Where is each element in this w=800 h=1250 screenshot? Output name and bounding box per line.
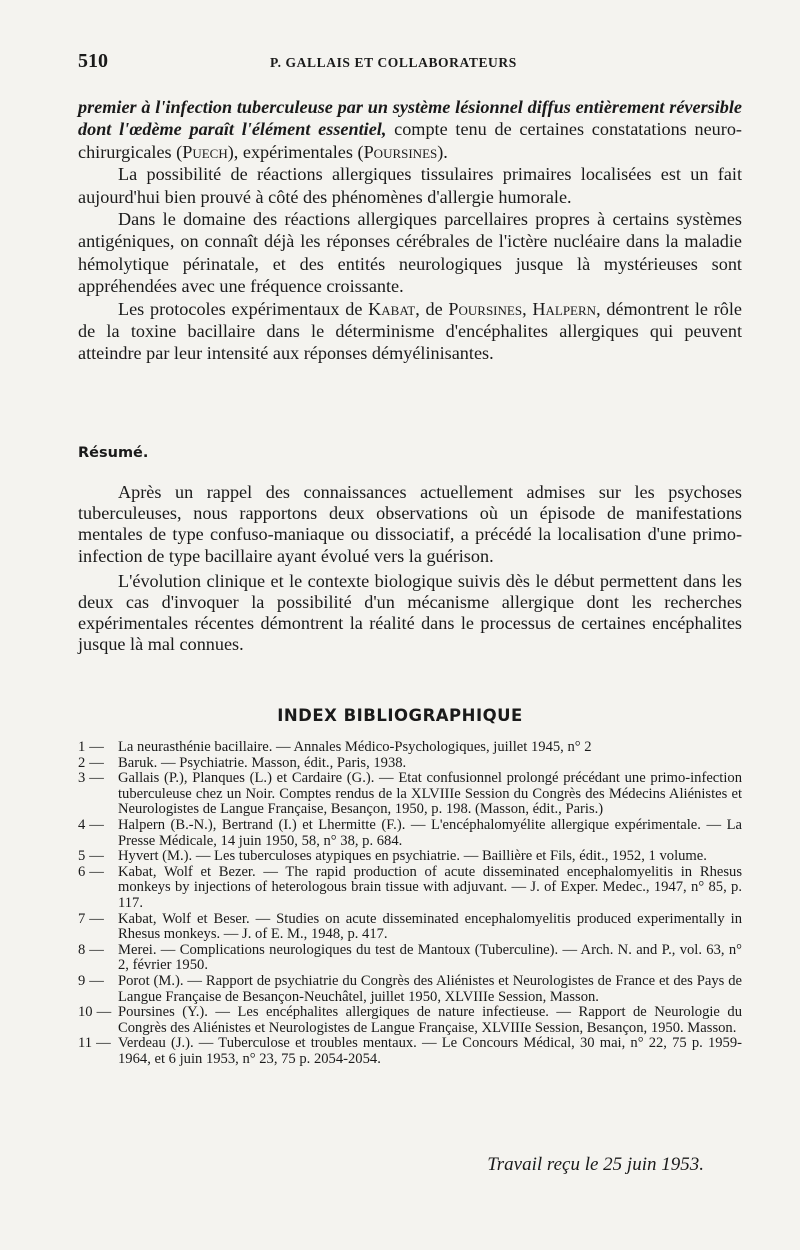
resume-heading: Résumé. — [78, 445, 149, 461]
reference-text: Gallais (P.), Planques (L.) et Cardaire (G.). — Etat confusionnel prolongé précédant une primo-infection tuberculeuse chez un Noir. Comptes rendus de la XLVIIIe Session du Congrès des Médecins Aliénistes et Neurologistes de Langue Française, Besançon, 1950, p. 198. (Masson, édit., Paris.) — [118, 770, 742, 818]
reference-item: 11 — Verdeau (J.). — Tuberculose et troubles mentaux. — Le Concours Médical, 30 mai, n° 22, 75 p. 1959-1964, et 6 juin 1953, n° 23, 75 p. 2054-2054. — [78, 1035, 742, 1067]
reference-number: 6 — [78, 863, 86, 880]
running-head: P. GALLAIS ET COLLABORATEURS — [270, 55, 517, 70]
reference-item: 2 — Baruk. — Psychiatrie. Masson, édit., Paris, 1938. — [78, 756, 742, 772]
reference-number: 4 — [78, 816, 86, 833]
reference-number: 1 — [78, 739, 86, 755]
reference-text: Baruk. — Psychiatrie. Masson, édit., Paris, 1938. — [118, 754, 407, 771]
resume-paragraph-1: Après un rappel des connaissances actuellement admises sur les psychoses tuberculeuses, nous rapportons deux observations où un épisode de manifestations mentales de type confuso-maniaque ou dissociatif, a précédé la localisation d'une primo-infection de type bacillaire ayant évolué vers la guérison. — [78, 482, 742, 566]
bibliography-heading: INDEX BIBLIOGRAPHIQUE — [277, 706, 523, 725]
reference-text: Halpern (B.-N.), Bertrand (I.) et Lhermitte (F.). — L'encéphalomyélite allergique expérimentale. — La Presse Médicale, 14 juin 1950, 58, n° 38, p. 684. — [118, 816, 742, 849]
paragraph-4-d: , démontrent le rôle de la toxine bacillaire dans le déterminisme d'encéphalites allergiques qui peuvent atteindre par leur intensité aux réponses démyélinisantes. — [78, 298, 743, 364]
reference-text: Poursines (Y.). — Les encéphalites allergiques de nature infectieuse. — Rapport de Neurologie du Congrès des Aliénistes et Neurologistes de Langue Française, XLVIIIe Session, Besançon, 1950. Masson. — [118, 1004, 742, 1036]
author-halpern: Halpern — [532, 298, 597, 319]
paragraph-1-italic: premier à l'infection tuberculeuse par un système lésionnel diffus entièrement réversible dont l'œdème paraît l'élément essentiel, — [78, 97, 742, 140]
page-header — [78, 50, 738, 74]
paragraph-4-b: , de — [415, 298, 449, 319]
paragraph-1-mid: ), expérimentales ( — [227, 141, 364, 162]
paragraph-4 — [78, 298, 742, 365]
reference-item: 8 — Merei. — Complications neurologiques du test de Mantoux (Tuberculine). — Arch. N. and P., vol. 63, n° 2, février 1950. — [78, 941, 742, 974]
reference-text: Porot (M.). — Rapport de psychiatrie du Congrès des Aliénistes et Neurologistes de France et des Pays de Langue Française de Besançon-Neuchâtel, juillet 1950, XLVIIIe Session, Masson. — [118, 972, 742, 1005]
reference-item: 10 — Poursines (Y.). — Les encéphalites allergiques de nature infectieuse. — Rapport de Neurologie du Congrès des Aliénistes et Neurologistes de Langue Française, XLVIIIe Session, Besançon, 1950. Masson. — [78, 1004, 742, 1036]
reference-number: 3 — [78, 770, 86, 787]
reference-item: 9 — Porot (M.). — Rapport de psychiatrie du Congrès des Aliénistes et Neurologistes de France et des Pays de Langue Française de Besançon-Neuchâtel, juillet 1950, XLVIIIe Session, Masson. — [78, 972, 742, 1005]
reference-text: Kabat, Wolf et Beser. — Studies on acute disseminated encephalomyelitis produced experimentally in Rhesus monkeys. — J. of E. M., 1948, p. 417. — [118, 910, 742, 943]
reference-item: 6 — Kabat, Wolf et Bezer. — The rapid production of acute disseminated encephalomyelitis in Rhesus monkeys by injections of heterologous brain tissue with adjuvant. — J. of Exper. Medec., 1947, n° 85, p. 117. — [78, 863, 742, 911]
reference-item: 1 — La neurasthénie bacillaire. — Annales Médico-Psychologiques, juillet 1945, n° 2 — [78, 740, 742, 756]
reference-text: Verdeau (J.). — Tuberculose et troubles mentaux. — Le Concours Médical, 30 mai, n° 22, 75 p. 1959-1964, et 6 juin 1953, n° 23, 75 p. 2054-2054. — [118, 1035, 742, 1067]
reference-number: 7 — [78, 910, 86, 927]
reference-text: La neurasthénie bacillaire. — Annales Médico-Psychologiques, juillet 1945, n° 2 — [118, 739, 592, 755]
reference-item: 4 — Halpern (B.-N.), Bertrand (I.) et Lhermitte (F.). — L'encéphalomyélite allergique expérimentale. — La Presse Médicale, 14 juin 1950, 58, n° 38, p. 684. — [78, 816, 742, 849]
resume-section — [78, 482, 742, 660]
reference-text: Merei. — Complications neurologiques du test de Mantoux (Tuberculine). — Arch. N. and P., vol. 63, n° 2, février 1950. — [118, 941, 742, 974]
paragraph-4-a: Les protocoles expérimentaux de — [118, 298, 369, 319]
reference-number: 9 — [78, 972, 86, 989]
author-puech: Puech — [182, 141, 228, 162]
author-poursines: Poursines — [363, 141, 438, 162]
bibliography-list — [78, 740, 742, 1067]
author-poursines-2: Poursines — [448, 298, 523, 319]
reference-number: 2 — [78, 754, 86, 771]
paragraph-4-c: , — [522, 298, 533, 319]
paragraph-2: La possibilité de réactions allergiques tissulaires primaires localisées est un fait aujourd'hui bien prouvé à côté des phénomènes d'allergie humorale. — [78, 164, 742, 207]
reference-item: 3 — Gallais (P.), Planques (L.) et Cardaire (G.). — Etat confusionnel prolongé précédant une primo-infection tuberculeuse chez un Noir. Comptes rendus de la XLVIIIe Session du Congrès des Médecins Aliénistes et Neurologistes de Langue Française, Besançon, 1950, p. 198. (Masson, édit., Paris.) — [78, 770, 742, 818]
resume-paragraph-2: L'évolution clinique et le contexte biologique suivis dès le début permettent dans les deux cas d'invoquer la possibilité d'un mécanisme allergique dont les recherches expérimentales récentes démontrent la réalité dans le processus de certaines encéphalites jusque là mal connues. — [78, 570, 742, 655]
reference-item: 5 — Hyvert (M.). — Les tuberculoses atypiques en psychiatrie. — Baillière et Fils, édit., 1952, 1 volume. — [78, 849, 742, 865]
reference-number: 10 — [78, 1004, 93, 1021]
reference-text: Kabat, Wolf et Bezer. — The rapid production of acute disseminated encephalomyelitis in Rhesus monkeys by injections of heterologous brain tissue with adjuvant. — J. of Exper. Medec., 1947, n° 85, p. 117. — [118, 863, 742, 911]
paragraph-1-rest: compte tenu de certaines constatations neuro-chirurgicales ( — [78, 119, 742, 162]
paragraph-1-end: ). — [437, 141, 448, 162]
page-number: 510 — [78, 50, 108, 72]
received-date: Travail reçu le 25 juin 1953. — [487, 1154, 704, 1175]
reference-number: 5 — [78, 848, 86, 865]
paragraph-3: Dans le domaine des réactions allergiques parcellaires propres à certains systèmes antigéniques, on connaît déjà les réponses cérébrales de l'ictère nucléaire dans la maladie hémolytique périnatale, et des entités neurologiques jusque là mystérieuses sont appréhendées avec une fréquence croissante. — [78, 209, 742, 297]
article-body — [78, 96, 742, 365]
paragraph-1 — [78, 96, 742, 163]
author-kabat: Kabat — [368, 298, 416, 319]
reference-number: 11 — [78, 1035, 93, 1052]
reference-item: 7 — Kabat, Wolf et Beser. — Studies on acute disseminated encephalomyelitis produced experimentally in Rhesus monkeys. — J. of E. M., 1948, p. 417. — [78, 910, 742, 943]
reference-text: Hyvert (M.). — Les tuberculoses atypiques en psychiatrie. — Baillière et Fils, édit., 1952, 1 volume. — [118, 848, 707, 865]
reference-number: 8 — [78, 941, 86, 958]
